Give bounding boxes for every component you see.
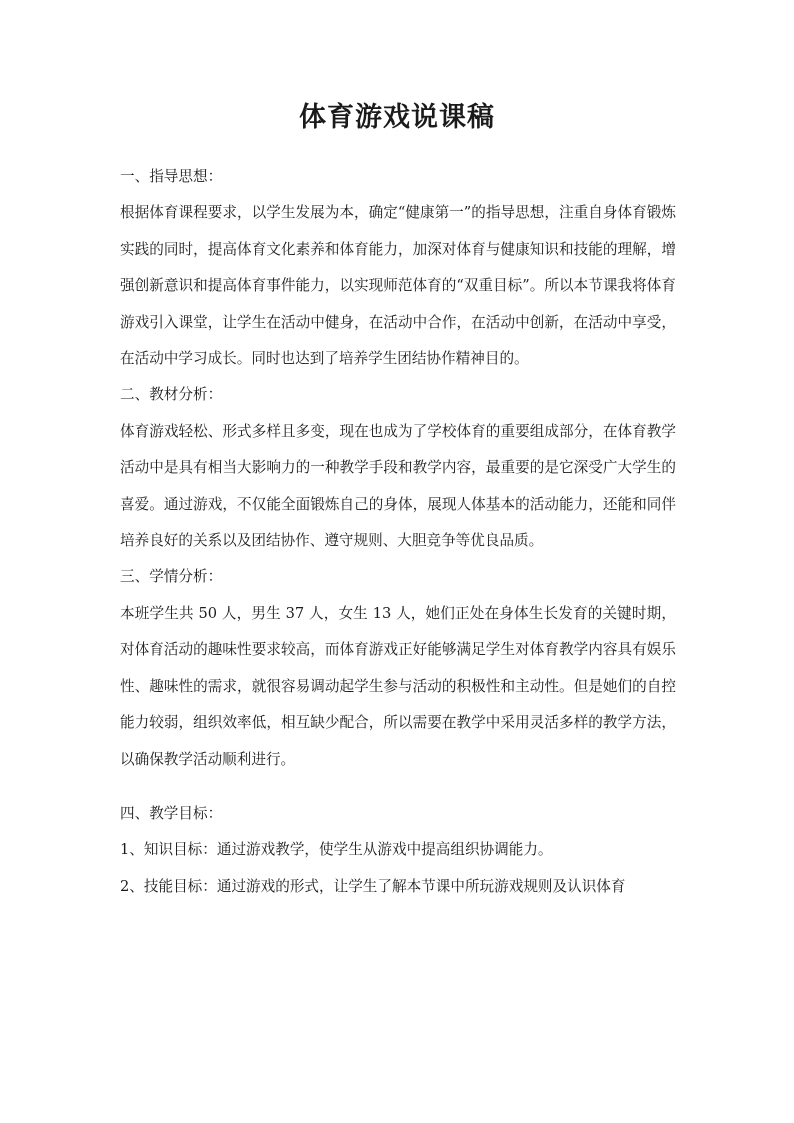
document-body (120, 159, 676, 905)
document-title: 体育游戏说课稿 (299, 102, 495, 133)
section-heading-student-analysis: 三、学情分析： (120, 568, 223, 586)
section-heading-material-analysis: 二、教材分析： (120, 386, 223, 404)
section-heading-teaching-goals: 四、教学目标： (120, 804, 223, 822)
paragraph-material-analysis: 体育游戏轻松、形式多样且多变，现在也成为了学校体育的重要组成部分，在体育教学活动中是具有相当大影响力的一种教学手段和教学内容，最重要的是它深受广大学生的喜爱。通过游戏，不仅能全面锻炼自己的身体，展现人体基本的活动能力，还能和同伴培养良好的关系以及团结协作、遵守规则、大胆竞争等优良品质。 (120, 422, 676, 550)
paragraph-knowledge-goal: 1、知识目标：通过游戏教学，使学生从游戏中提高组织协调能力。 (120, 841, 553, 859)
section-heading-guiding-ideology: 一、指导思想： (120, 168, 223, 185)
paragraph-guiding-ideology: 根据体育课程要求，以学生发展为本，确定“健康第一”的指导思想，注重自身体育锻炼实践的同时，提高体育文化素养和体育能力，加深对体育与健康知识和技能的理解，增强创新意识和提高体育事件能力，以实现师范体育的“双重目标”。所以本节课我将体育游戏引入课堂，让学生在活动中健身，在活动中合作，在活动中创新，在活动中享受，在活动中学习成长。同时也达到了培养学生团结协作精神目的。 (120, 204, 676, 368)
paragraph-skill-goal: 2、技能目标：通过游戏的形式，让学生了解本节课中所玩游戏规则及认识体育 (120, 877, 626, 895)
paragraph-student-analysis: 本班学生共 50 人，男生 37 人，女生 13 人，她们正处在身体生长发育的关键时期，对体育活动的趣味性要求较高，而体育游戏正好能够满足学生对体育教学内容具有娱乐性、趣味性的需求，就很容易调动起学生参与活动的积极性和主动性。但是她们的自控能力较弱，组织效率低，相互缺少配合，所以需要在教学中采用灵活多样的教学方法，以确保教学活动顺利进行。 (120, 604, 676, 768)
